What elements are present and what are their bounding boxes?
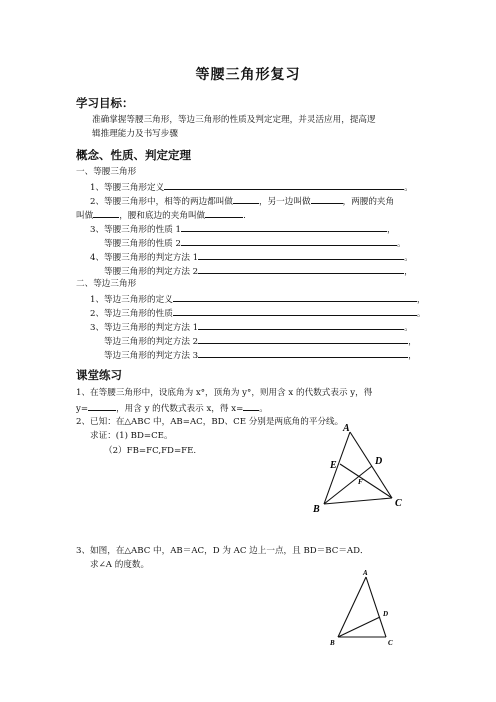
side-ac xyxy=(366,577,389,637)
blank-line xyxy=(164,180,404,190)
label-b: B xyxy=(313,504,320,512)
isosceles-criterion-1: 4、等腰三角形的判定方法 1 。 xyxy=(90,250,413,264)
label-f: F xyxy=(358,478,363,486)
triangle-figure-2 xyxy=(320,565,400,647)
blank-line xyxy=(181,222,387,232)
concepts-heading: 概念、性质、判定定理 xyxy=(76,148,191,162)
triangle-figure-1 xyxy=(310,420,420,512)
q3-line1: 3、如图，在△ABC 中，AB＝AC，D 为 AC 边上一点，且 BD＝BC＝AD． xyxy=(76,546,369,556)
equilateral-criterion-3: 等边三角形的判定方法 3 ， xyxy=(104,348,417,362)
label-d: D xyxy=(375,456,383,467)
objectives-text-line2: 辑推理能力及书写步骤 xyxy=(92,129,178,139)
isosceles-criterion-2: 等腰三角形的判定方法 2 ， xyxy=(104,264,413,278)
equilateral-property: 2、等边三角形的性质 。 xyxy=(90,306,425,320)
blank-line xyxy=(243,401,259,411)
isosceles-property-2: 等腰三角形的性质 2 。 xyxy=(104,236,406,250)
blank-line xyxy=(173,292,417,302)
label-b: B xyxy=(330,639,335,647)
label-a: A xyxy=(363,569,368,577)
part1-title: 一、等腰三角形 xyxy=(76,167,137,177)
side-ac xyxy=(350,432,392,498)
label-d: D xyxy=(383,610,389,618)
blank-line xyxy=(198,334,408,344)
q2-prove-1: 求证：(1) BD=CE。 xyxy=(90,431,173,441)
blank-line xyxy=(198,348,408,358)
q3-line2: 求∠A 的度数。 xyxy=(90,560,150,570)
isosceles-definition: 1、等腰三角形定义 。 xyxy=(90,180,413,194)
q2-prove-2: （2）FB=FC,FD=FE. xyxy=(104,446,197,456)
part2-title: 二、等边三角形 xyxy=(76,279,137,289)
practice-heading: 课堂练习 xyxy=(76,368,122,382)
isosceles-terms-line1: 2、等腰三角形中，相等的两边都叫做 ，另一边叫做 ，两腰的夹角 xyxy=(90,194,394,208)
blank-line xyxy=(93,208,119,218)
q1-line1: 1、在等腰三角形中，设底角为 x°，顶角为 y°，则用含 x 的代数式表示 y，得 xyxy=(76,388,373,398)
q1-line2: y= ，用含 y 的代数式表示 x，得 x= 。 xyxy=(76,401,268,415)
side-ab xyxy=(338,577,366,637)
label-e: E xyxy=(330,460,337,471)
blank-line xyxy=(173,306,417,316)
objectives-text-line1: 准确掌握等腰三角形，等边三角形的性质及判定定理，并灵活应用，提高逻 xyxy=(92,115,376,125)
objectives-heading: 学习目标： xyxy=(76,96,134,110)
q2-line1: 2、已知：在△ABC 中，AB=AC，BD、CE 分别是两底角的平分线。 xyxy=(76,417,344,427)
blank-line xyxy=(198,320,404,330)
page-title: 等腰三角形复习 xyxy=(195,67,301,83)
segment-ce xyxy=(340,464,392,498)
isosceles-terms-line2: 叫做 ，腰和底边的夹角叫做 . xyxy=(76,208,246,222)
blank-line xyxy=(233,194,259,204)
equilateral-criterion-2: 等边三角形的判定方法 2 ， xyxy=(104,334,417,348)
isosceles-property-1: 3、等腰三角形的性质 1 ， xyxy=(90,222,396,236)
side-bc xyxy=(324,498,392,504)
blank-line xyxy=(205,208,243,218)
blank-line xyxy=(181,236,397,246)
label-c: C xyxy=(395,498,402,509)
blank-line xyxy=(88,401,116,411)
equilateral-definition: 1、等边三角形的定义 ， xyxy=(90,292,425,306)
label-a: A xyxy=(343,423,350,434)
blank-line xyxy=(311,194,343,204)
segment-bd xyxy=(338,617,380,637)
equilateral-criterion-1: 3、等边三角形的判定方法 1 。 xyxy=(90,320,413,334)
blank-line xyxy=(198,250,404,260)
label-c: C xyxy=(388,639,393,647)
blank-line xyxy=(198,264,404,274)
